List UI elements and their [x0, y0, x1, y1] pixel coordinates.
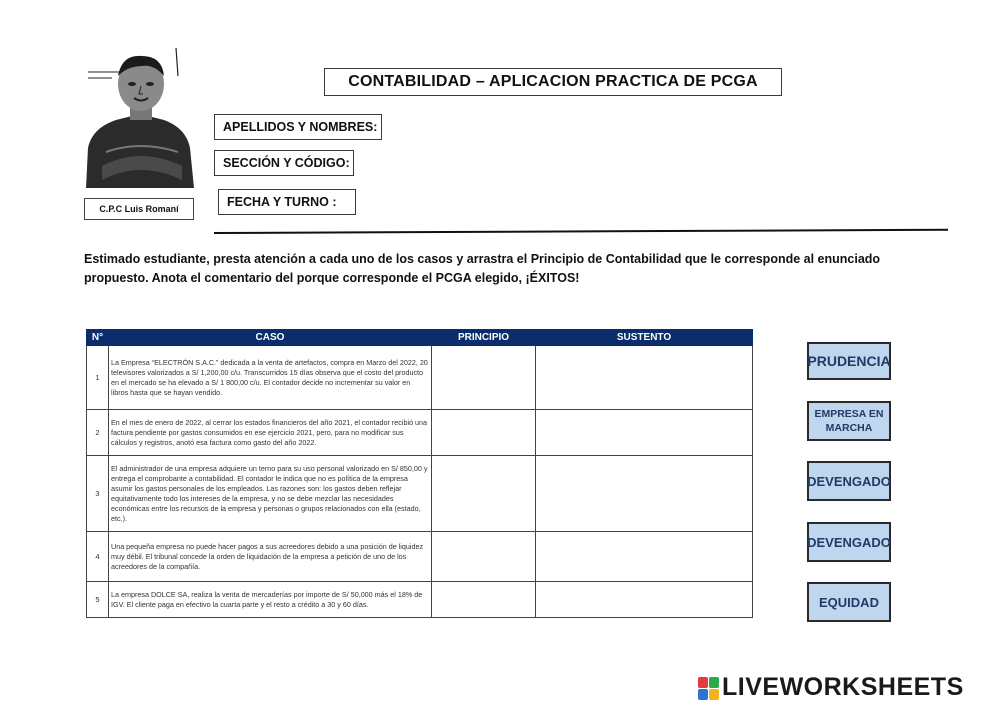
- section-code-field: SECCIÓN Y CÓDIGO:: [214, 150, 354, 176]
- portrait-illustration: [82, 48, 198, 188]
- support-input[interactable]: [536, 410, 753, 456]
- case-text: El administrador de una empresa adquiere un terno para su uso personal valorizado en S/ 850,00 y entrega el comprobante a contabilidad. El contador le indica que no es política de la empresa asumir los gastos personales de los empleados. Las razones son: los gastos deben reflejar equitativamente todo los intereses de la empresa, y no se debe mezclar las necesidades económicas entre los recursos de la empresa y personas o grupos relacionados con ella (estado, etc.).: [109, 456, 432, 532]
- liveworksheets-logo: [698, 673, 964, 702]
- principle-drop-zone[interactable]: [432, 532, 536, 582]
- author-name-card: C.P.C Luis Romaní: [84, 198, 194, 220]
- cases-table: [86, 329, 753, 618]
- row-number: 5: [87, 582, 109, 618]
- option-prudencia[interactable]: PRUDENCIA: [807, 342, 891, 380]
- principle-drop-zone[interactable]: [432, 346, 536, 410]
- principle-drop-zone[interactable]: [432, 582, 536, 618]
- principle-drop-zone[interactable]: [432, 410, 536, 456]
- table-row: [87, 410, 753, 456]
- option-devengado[interactable]: DEVENGADO: [807, 461, 891, 501]
- table-row: [87, 532, 753, 582]
- header-principle: PRINCIPIO: [432, 330, 536, 346]
- row-number: 4: [87, 532, 109, 582]
- logo-mark-icon: [698, 677, 718, 699]
- date-shift-field: FECHA Y TURNO :: [218, 189, 356, 215]
- logo-text: LIVEWORKSHEETS: [722, 673, 964, 701]
- table-row: [87, 456, 753, 532]
- case-text: Una pequeña empresa no puede hacer pagos a sus acreedores debido a una posición de liquidez muy débil. El tribunal concede la orden de liquidación de la empresa a petición de uno de los acreedores de la compañía.: [109, 532, 432, 582]
- support-input[interactable]: [536, 532, 753, 582]
- author-portrait: [82, 48, 198, 188]
- header-number: N°: [87, 330, 109, 346]
- support-input[interactable]: [536, 582, 753, 618]
- table-header-row: [87, 330, 753, 346]
- row-number: 2: [87, 410, 109, 456]
- table-row: [87, 582, 753, 618]
- student-name-field: APELLIDOS Y NOMBRES:: [214, 114, 382, 140]
- principle-drop-zone[interactable]: [432, 456, 536, 532]
- support-input[interactable]: [536, 346, 753, 410]
- header-divider: [214, 229, 948, 234]
- case-text: En el mes de enero de 2022, al cerrar los estados financieros del año 2021, el contador recibió una factura pendiente por gastos consumidos en ese ejercicio 2021, pero, para no modificar sus cálculos y registros, anotó esa factura como gasto del año 2022.: [109, 410, 432, 456]
- table-row: [87, 346, 753, 410]
- case-text: La Empresa “ELECTRÓN S.A.C.” dedicada a la venta de artefactos, compra en Marzo del 2022, 20 televisores valorizados a S/ 1,200,00 c/u. Transcurridos 15 días observa que el costo del producto en el mercado se ha elevado a S/ 1 800,00 c/u. El contador decide no incrementar su valor en libros hasta que se hayan vendido.: [109, 346, 432, 410]
- page-title: CONTABILIDAD – APLICACION PRACTICA DE PCGA: [324, 68, 782, 96]
- header-case: CASO: [109, 330, 432, 346]
- header-support: SUSTENTO: [536, 330, 753, 346]
- row-number: 1: [87, 346, 109, 410]
- support-input[interactable]: [536, 456, 753, 532]
- option-equidad[interactable]: EQUIDAD: [807, 582, 891, 622]
- case-text: La empresa DOLCE SA, realiza la venta de mercaderías por importe de S/ 50,000 más el 18% de IGV. El cliente paga en efectivo la cuarta parte y el resto a crédito a 30 y 60 días.: [109, 582, 432, 618]
- instructions-text: Estimado estudiante, presta atención a cada uno de los casos y arrastra el Principio de Contabilidad que le corresponde al enunciado propuesto. Anota el comentario del porque corresponde el PCGA elegido, ¡ÉXITOS!: [84, 252, 881, 285]
- row-number: 3: [87, 456, 109, 532]
- option-devengado-2[interactable]: DEVENGADO: [807, 522, 891, 562]
- option-empresa-en-marcha[interactable]: EMPRESA EN MARCHA: [807, 401, 891, 441]
